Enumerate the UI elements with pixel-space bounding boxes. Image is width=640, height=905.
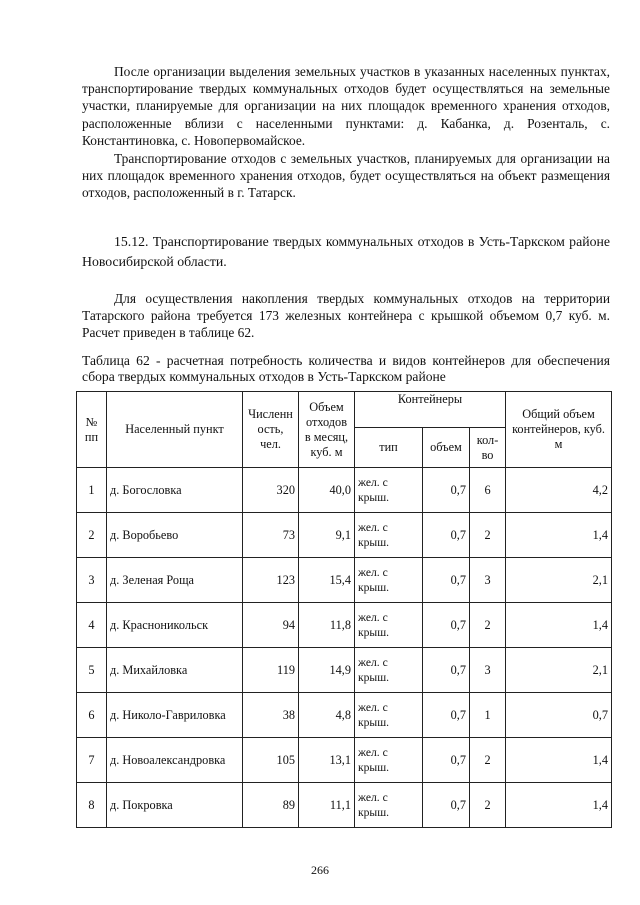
total-volume-cell: 1,4 xyxy=(506,783,612,828)
waste-volume-cell: 4,8 xyxy=(299,693,355,738)
header-settlement: Населенный пункт xyxy=(107,392,243,468)
container-type-cell: жел. с крыш. xyxy=(355,468,423,513)
header-container-size: объем xyxy=(423,428,470,468)
table-body xyxy=(77,468,612,828)
container-type-cell: жел. с крыш. xyxy=(355,738,423,783)
waste-volume-cell: 11,1 xyxy=(299,783,355,828)
container-count-cell: 1 xyxy=(470,693,506,738)
header-num: № пп xyxy=(77,392,107,468)
container-size-cell: 0,7 xyxy=(423,783,470,828)
paragraph-transport-destination: Транспортирование отходов с земельных участков, планируемых для организации на них площадок временного хранения отходов, будет осуществляться на объект размещения отходов, расположенный в г. Татарск. xyxy=(82,151,610,201)
section-heading-15-12: 15.12. Транспортирование твердых коммунальных отходов в Усть-Таркском районе Новосибирской области. xyxy=(82,234,610,269)
container-count-cell: 2 xyxy=(470,603,506,648)
container-size-cell: 0,7 xyxy=(423,603,470,648)
total-volume-cell: 1,4 xyxy=(506,513,612,558)
header-waste-volume: Объем отходов в месяц, куб. м xyxy=(299,392,355,468)
containers-table xyxy=(76,391,612,828)
table-row xyxy=(77,468,612,513)
settlement-name-cell: д. Красноникольск xyxy=(107,603,243,648)
header-population: Численн ость, чел. xyxy=(243,392,299,468)
population-cell: 89 xyxy=(243,783,299,828)
row-number-cell: 7 xyxy=(77,738,107,783)
total-volume-cell: 1,4 xyxy=(506,603,612,648)
container-type-cell: жел. с крыш. xyxy=(355,603,423,648)
total-volume-cell: 4,2 xyxy=(506,468,612,513)
population-cell: 38 xyxy=(243,693,299,738)
row-number-cell: 2 xyxy=(77,513,107,558)
container-size-cell: 0,7 xyxy=(423,558,470,603)
settlement-name-cell: д. Николо-Гавриловка xyxy=(107,693,243,738)
container-count-cell: 3 xyxy=(470,558,506,603)
container-size-cell: 0,7 xyxy=(423,648,470,693)
header-containers: Контейнеры xyxy=(355,392,506,428)
row-number-cell: 6 xyxy=(77,693,107,738)
container-type-cell: жел. с крыш. xyxy=(355,513,423,558)
settlement-name-cell: д. Новоалександровка xyxy=(107,738,243,783)
table-row xyxy=(77,603,612,648)
row-number-cell: 4 xyxy=(77,603,107,648)
container-type-cell: жел. с крыш. xyxy=(355,558,423,603)
waste-volume-cell: 15,4 xyxy=(299,558,355,603)
population-cell: 320 xyxy=(243,468,299,513)
total-volume-cell: 0,7 xyxy=(506,693,612,738)
population-cell: 94 xyxy=(243,603,299,648)
row-number-cell: 1 xyxy=(77,468,107,513)
row-number-cell: 5 xyxy=(77,648,107,693)
population-cell: 123 xyxy=(243,558,299,603)
container-size-cell: 0,7 xyxy=(423,738,470,783)
total-volume-cell: 2,1 xyxy=(506,558,612,603)
row-number-cell: 3 xyxy=(77,558,107,603)
container-count-cell: 2 xyxy=(470,738,506,783)
header-container-type: тип xyxy=(355,428,423,468)
settlement-name-cell: д. Михайловка xyxy=(107,648,243,693)
table-row xyxy=(77,558,612,603)
container-size-cell: 0,7 xyxy=(423,693,470,738)
waste-volume-cell: 40,0 xyxy=(299,468,355,513)
waste-volume-cell: 9,1 xyxy=(299,513,355,558)
total-volume-cell: 1,4 xyxy=(506,738,612,783)
population-cell: 119 xyxy=(243,648,299,693)
container-size-cell: 0,7 xyxy=(423,468,470,513)
table-row xyxy=(77,648,612,693)
table-row xyxy=(77,783,612,828)
table-row xyxy=(77,738,612,783)
container-size-cell: 0,7 xyxy=(423,513,470,558)
container-count-cell: 2 xyxy=(470,783,506,828)
row-number-cell: 8 xyxy=(77,783,107,828)
paragraph-container-requirement: Для осуществления накопления твердых коммунальных отходов на территории Татарского района требуется 173 железных контейнера с крышкой объемом 0,7 куб. м. Расчет приведен в таблице 62. xyxy=(82,291,610,341)
container-type-cell: жел. с крыш. xyxy=(355,693,423,738)
container-type-cell: жел. с крыш. xyxy=(355,648,423,693)
population-cell: 73 xyxy=(243,513,299,558)
total-volume-cell: 2,1 xyxy=(506,648,612,693)
settlement-name-cell: д. Богословка xyxy=(107,468,243,513)
container-count-cell: 3 xyxy=(470,648,506,693)
table-caption: Таблица 62 - расчетная потребность количества и видов контейнеров для обеспечения сбора твердых коммунальных отходов в Усть-Таркском районе xyxy=(82,353,610,384)
settlement-name-cell: д. Покровка xyxy=(107,783,243,828)
table-row xyxy=(77,693,612,738)
paragraph-relocation: После организации выделения земельных участков в указанных населенных пунктах, транспортирование твердых коммунальных отходов будет осуществляться на земельные участки, планируемые для организации на них площадок временного хранения отходов, расположенные вблизи с населенными пунктами: д. Кабанка, д. Розенталь, с. Константиновка, с. Новопервомайское. xyxy=(82,64,610,148)
settlement-name-cell: д. Зеленая Роща xyxy=(107,558,243,603)
waste-volume-cell: 11,8 xyxy=(299,603,355,648)
container-type-cell: жел. с крыш. xyxy=(355,783,423,828)
waste-volume-cell: 13,1 xyxy=(299,738,355,783)
header-container-count: кол-во xyxy=(470,428,506,468)
container-count-cell: 2 xyxy=(470,513,506,558)
container-count-cell: 6 xyxy=(470,468,506,513)
table-row xyxy=(77,513,612,558)
header-total-volume: Общий объем контейнеров, куб. м xyxy=(506,392,612,468)
page-number: 266 xyxy=(311,863,329,877)
population-cell: 105 xyxy=(243,738,299,783)
settlement-name-cell: д. Воробьево xyxy=(107,513,243,558)
waste-volume-cell: 14,9 xyxy=(299,648,355,693)
